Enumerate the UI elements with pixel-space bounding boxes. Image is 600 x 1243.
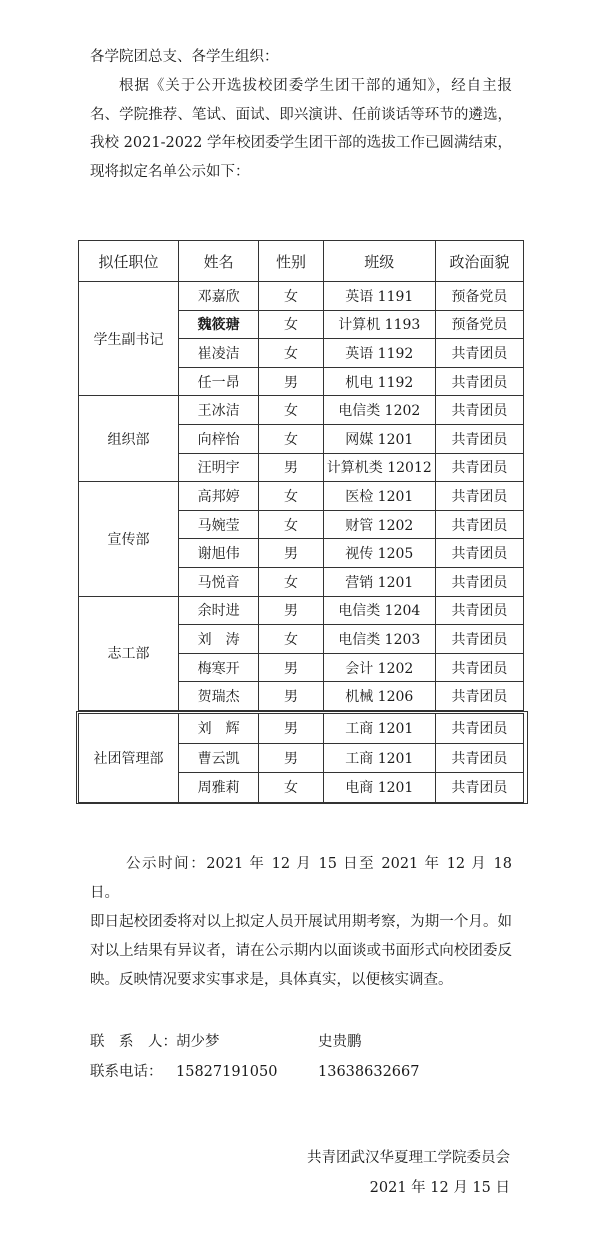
political-status-cell: 共青团员 bbox=[435, 539, 523, 568]
header-gender: 性别 bbox=[259, 241, 323, 282]
class-cell: 财管 1202 bbox=[323, 510, 435, 539]
name-cell: 余时进 bbox=[178, 596, 258, 625]
name-cell: 谢旭伟 bbox=[178, 539, 258, 568]
signature-date: 2021 年 12 月 15 日 bbox=[369, 1180, 510, 1196]
class-cell: 电信类 1203 bbox=[323, 625, 435, 654]
gender-cell: 女 bbox=[259, 773, 323, 803]
table-row bbox=[79, 282, 524, 311]
gender-cell: 男 bbox=[259, 682, 323, 711]
name-cell: 曹云凯 bbox=[178, 743, 258, 773]
class-cell: 英语 1192 bbox=[323, 339, 435, 368]
class-cell: 机械 1206 bbox=[323, 682, 435, 711]
class-cell: 机电 1192 bbox=[323, 367, 435, 396]
political-status-cell: 共青团员 bbox=[435, 510, 523, 539]
political-status-cell: 共青团员 bbox=[435, 482, 523, 511]
political-status-cell: 共青团员 bbox=[435, 653, 523, 682]
club-management-table bbox=[78, 713, 524, 803]
header-position: 拟任职位 bbox=[79, 241, 179, 282]
contact-person-1: 胡少梦 bbox=[176, 1034, 220, 1050]
table-row bbox=[79, 482, 524, 511]
name-cell: 任一昂 bbox=[178, 367, 258, 396]
class-cell: 会计 1202 bbox=[323, 653, 435, 682]
gender-cell: 女 bbox=[259, 510, 323, 539]
class-cell: 工商 1201 bbox=[323, 714, 435, 744]
political-status-cell: 共青团员 bbox=[435, 367, 523, 396]
candidate-table bbox=[78, 240, 524, 711]
political-status-cell: 共青团员 bbox=[435, 567, 523, 596]
political-status-cell: 预备党员 bbox=[435, 282, 523, 311]
signature-org: 共青团武汉华夏理工学院委员会 bbox=[307, 1150, 510, 1166]
political-status-cell: 共青团员 bbox=[435, 396, 523, 425]
salutation: 各学院团总支、各学生组织： bbox=[90, 49, 279, 65]
political-status-cell: 共青团员 bbox=[435, 424, 523, 453]
political-status-cell: 共青团员 bbox=[435, 743, 523, 773]
gender-cell: 女 bbox=[259, 310, 323, 339]
political-status-cell: 共青团员 bbox=[435, 773, 523, 803]
gender-cell: 男 bbox=[259, 367, 323, 396]
name-cell: 周雅莉 bbox=[178, 773, 258, 803]
political-status-cell: 共青团员 bbox=[435, 682, 523, 711]
name-cell: 魏筱瑭 bbox=[178, 310, 258, 339]
contact-person-2: 史贵鹏 bbox=[318, 1034, 362, 1050]
position-cell: 志工部 bbox=[79, 596, 179, 710]
class-cell: 工商 1201 bbox=[323, 743, 435, 773]
political-status-cell: 共青团员 bbox=[435, 596, 523, 625]
name-cell: 王冰洁 bbox=[178, 396, 258, 425]
gender-cell: 男 bbox=[259, 596, 323, 625]
table-header-row bbox=[79, 241, 524, 282]
notice-period: 公示时间：2021 年 12 月 15 日至 2021 年 12 月 18 日。 bbox=[90, 856, 512, 901]
position-cell: 社团管理部 bbox=[79, 714, 179, 803]
political-status-cell: 共青团员 bbox=[435, 714, 523, 744]
header-class: 班级 bbox=[323, 241, 435, 282]
class-cell: 计算机 1193 bbox=[323, 310, 435, 339]
political-status-cell: 预备党员 bbox=[435, 310, 523, 339]
class-cell: 医检 1201 bbox=[323, 482, 435, 511]
table-row bbox=[79, 714, 524, 744]
class-cell: 计算机类 12012 bbox=[323, 453, 435, 482]
header-name: 姓名 bbox=[178, 241, 258, 282]
name-cell: 马婉莹 bbox=[178, 510, 258, 539]
name-cell: 邓嘉欣 bbox=[178, 282, 258, 311]
gender-cell: 女 bbox=[259, 396, 323, 425]
class-cell: 营销 1201 bbox=[323, 567, 435, 596]
gender-cell: 女 bbox=[259, 567, 323, 596]
political-status-cell: 共青团员 bbox=[435, 625, 523, 654]
header-political-status: 政治面貌 bbox=[435, 241, 523, 282]
gender-cell: 男 bbox=[259, 653, 323, 682]
contact-person-label: 联 系 人： bbox=[90, 1034, 177, 1050]
contact-phone-1: 15827191050 bbox=[176, 1064, 278, 1080]
position-cell: 学生副书记 bbox=[79, 282, 179, 396]
class-cell: 电信类 1204 bbox=[323, 596, 435, 625]
name-cell: 梅寒开 bbox=[178, 653, 258, 682]
name-cell: 向梓怡 bbox=[178, 424, 258, 453]
class-cell: 英语 1191 bbox=[323, 282, 435, 311]
position-cell: 宣传部 bbox=[79, 482, 179, 596]
gender-cell: 男 bbox=[259, 453, 323, 482]
name-cell: 刘 辉 bbox=[178, 714, 258, 744]
gender-cell: 女 bbox=[259, 424, 323, 453]
name-cell: 崔凌洁 bbox=[178, 339, 258, 368]
contact-phone-2: 13638632667 bbox=[318, 1064, 420, 1080]
name-cell: 高邦婷 bbox=[178, 482, 258, 511]
name-cell: 汪明宇 bbox=[178, 453, 258, 482]
class-cell: 电信类 1202 bbox=[323, 396, 435, 425]
body-paragraph: 根据《关于公开选拔校团委学生团干部的通知》，经自主报名、学院推荐、笔试、面试、即兴演讲、任前谈话等环节的遴选，我校 2021-2022 学年校团委学生团干部的选拔工作已圆满结束，现将拟定名单公示如下： bbox=[90, 78, 512, 180]
gender-cell: 男 bbox=[259, 743, 323, 773]
notice-details: 即日起校团委将对以上拟定人员开展试用期考察，为期一个月。如对以上结果有异议者，请在公示期内以面谈或书面形式向校团委反映。反映情况要求实事求是，具体真实，以便核实调查。 bbox=[90, 914, 512, 988]
gender-cell: 男 bbox=[259, 714, 323, 744]
class-cell: 电商 1201 bbox=[323, 773, 435, 803]
political-status-cell: 共青团员 bbox=[435, 453, 523, 482]
gender-cell: 女 bbox=[259, 282, 323, 311]
name-cell: 刘 涛 bbox=[178, 625, 258, 654]
class-cell: 视传 1205 bbox=[323, 539, 435, 568]
gender-cell: 女 bbox=[259, 482, 323, 511]
contact-phone-label: 联系电话： bbox=[90, 1064, 163, 1080]
class-cell: 网媒 1201 bbox=[323, 424, 435, 453]
name-cell: 马悦音 bbox=[178, 567, 258, 596]
name-cell: 贺瑞杰 bbox=[178, 682, 258, 711]
notice-block bbox=[90, 850, 512, 995]
gender-cell: 女 bbox=[259, 625, 323, 654]
gender-cell: 女 bbox=[259, 339, 323, 368]
political-status-cell: 共青团员 bbox=[435, 339, 523, 368]
table-row bbox=[79, 596, 524, 625]
table-row bbox=[79, 396, 524, 425]
position-cell: 组织部 bbox=[79, 396, 179, 482]
gender-cell: 男 bbox=[259, 539, 323, 568]
